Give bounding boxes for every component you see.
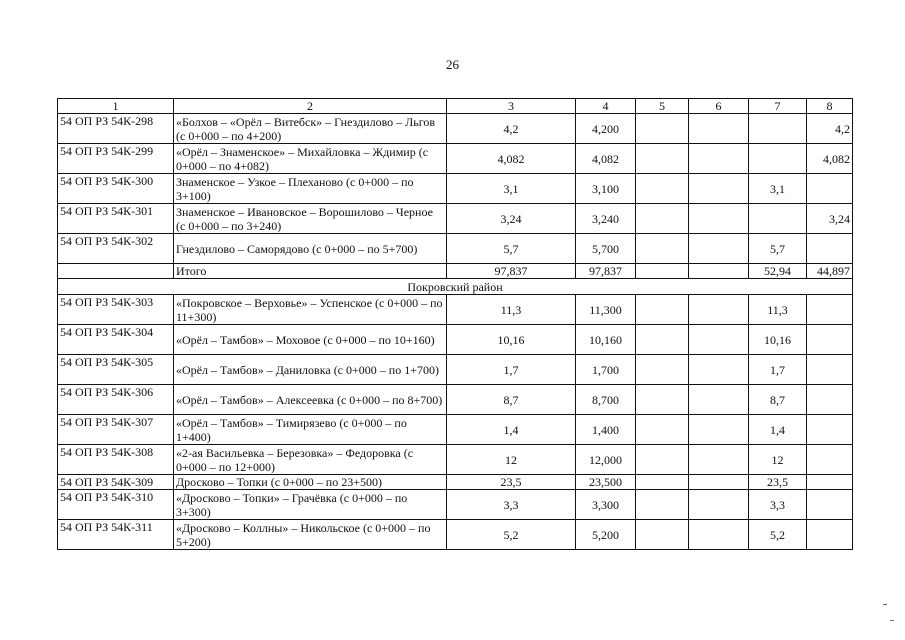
total-col4: 97,837 xyxy=(576,264,636,279)
column-header: 8 xyxy=(807,99,853,114)
value-col3: 3,3 xyxy=(447,490,576,520)
total-col6 xyxy=(689,264,749,279)
road-code: 54 ОП РЗ 54К-310 xyxy=(58,490,174,520)
value-col4: 1,400 xyxy=(576,415,636,445)
table-row xyxy=(58,174,853,204)
value-col8 xyxy=(807,520,853,550)
value-col6 xyxy=(689,114,749,144)
table-row xyxy=(58,325,853,355)
page-number: 26 xyxy=(446,57,459,72)
roads-table xyxy=(57,98,853,550)
table-row xyxy=(58,295,853,325)
road-code: 54 ОП РЗ 54К-307 xyxy=(58,415,174,445)
scan-mark xyxy=(883,604,887,605)
total-col8: 44,897 xyxy=(807,264,853,279)
table-row xyxy=(58,114,853,144)
value-col6 xyxy=(689,520,749,550)
road-name: Дросково – Топки (с 0+000 – по 23+500) xyxy=(174,475,447,490)
value-col3: 3,24 xyxy=(447,204,576,234)
table-row xyxy=(58,490,853,520)
value-col5 xyxy=(636,234,689,264)
value-col3: 11,3 xyxy=(447,295,576,325)
value-col4: 3,100 xyxy=(576,174,636,204)
road-name: Знаменское – Узкое – Плеханово (с 0+000 – по 3+100) xyxy=(174,174,447,204)
value-col7: 8,7 xyxy=(749,385,807,415)
road-code: 54 ОП РЗ 54К-300 xyxy=(58,174,174,204)
value-col8 xyxy=(807,415,853,445)
value-col7: 1,4 xyxy=(749,415,807,445)
value-col3: 5,7 xyxy=(447,234,576,264)
value-col4: 4,082 xyxy=(576,144,636,174)
road-name: «2-ая Васильевка – Березовка» – Федоровка (с 0+000 – по 12+000) xyxy=(174,445,447,475)
section-title: Покровский район xyxy=(58,279,853,295)
value-col3: 3,1 xyxy=(447,174,576,204)
value-col8 xyxy=(807,445,853,475)
value-col6 xyxy=(689,490,749,520)
road-name: «Орёл – Тамбов» – Моховое (с 0+000 – по 10+160) xyxy=(174,325,447,355)
road-name: «Болхов – «Орёл – Витебск» – Гнездилово – Льгов (с 0+000 – по 4+200) xyxy=(174,114,447,144)
value-col5 xyxy=(636,475,689,490)
value-col7: 3,1 xyxy=(749,174,807,204)
road-name: Гнездилово – Саморядово (с 0+000 – по 5+700) xyxy=(174,234,447,264)
value-col5 xyxy=(636,490,689,520)
total-empty-cell xyxy=(58,264,174,279)
road-code: 54 ОП РЗ 54К-305 xyxy=(58,355,174,385)
scan-mark xyxy=(890,620,894,621)
value-col3: 5,2 xyxy=(447,520,576,550)
road-code: 54 ОП РЗ 54К-311 xyxy=(58,520,174,550)
value-col6 xyxy=(689,415,749,445)
value-col5 xyxy=(636,204,689,234)
value-col5 xyxy=(636,445,689,475)
value-col4: 23,500 xyxy=(576,475,636,490)
column-header: 1 xyxy=(58,99,174,114)
value-col4: 8,700 xyxy=(576,385,636,415)
value-col7: 1,7 xyxy=(749,355,807,385)
road-name: «Дросково – Топки» – Грачёвка (с 0+000 – по 3+300) xyxy=(174,490,447,520)
table-row xyxy=(58,475,853,490)
value-col5 xyxy=(636,520,689,550)
value-col4: 5,700 xyxy=(576,234,636,264)
road-name: «Дросково – Коллны» – Никольское (с 0+000 – по 5+200) xyxy=(174,520,447,550)
value-col7: 3,3 xyxy=(749,490,807,520)
table-row xyxy=(58,144,853,174)
column-header: 2 xyxy=(174,99,447,114)
value-col8 xyxy=(807,234,853,264)
table-row xyxy=(58,234,853,264)
table-row xyxy=(58,204,853,234)
value-col5 xyxy=(636,295,689,325)
value-col6 xyxy=(689,144,749,174)
value-col8 xyxy=(807,325,853,355)
value-col3: 1,4 xyxy=(447,415,576,445)
total-col5 xyxy=(636,264,689,279)
value-col7: 11,3 xyxy=(749,295,807,325)
column-header: 4 xyxy=(576,99,636,114)
section-row xyxy=(58,279,853,295)
column-header: 3 xyxy=(447,99,576,114)
total-label: Итого xyxy=(174,264,447,279)
value-col8 xyxy=(807,475,853,490)
value-col7 xyxy=(749,144,807,174)
value-col8: 3,24 xyxy=(807,204,853,234)
value-col5 xyxy=(636,355,689,385)
road-code: 54 ОП РЗ 54К-304 xyxy=(58,325,174,355)
value-col8: 4,082 xyxy=(807,144,853,174)
value-col8 xyxy=(807,355,853,385)
total-col7: 52,94 xyxy=(749,264,807,279)
value-col3: 8,7 xyxy=(447,385,576,415)
value-col8: 4,2 xyxy=(807,114,853,144)
value-col3: 23,5 xyxy=(447,475,576,490)
road-code: 54 ОП РЗ 54К-299 xyxy=(58,144,174,174)
table-body xyxy=(58,114,853,550)
value-col3: 12 xyxy=(447,445,576,475)
value-col4: 1,700 xyxy=(576,355,636,385)
value-col6 xyxy=(689,445,749,475)
column-header: 5 xyxy=(636,99,689,114)
road-name: «Орёл – Тамбов» – Алексеевка (с 0+000 – по 8+700) xyxy=(174,385,447,415)
header-row xyxy=(58,99,853,114)
value-col8 xyxy=(807,385,853,415)
road-code: 54 ОП РЗ 54К-301 xyxy=(58,204,174,234)
table-row xyxy=(58,445,853,475)
value-col7: 12 xyxy=(749,445,807,475)
value-col6 xyxy=(689,174,749,204)
value-col6 xyxy=(689,385,749,415)
value-col8 xyxy=(807,490,853,520)
value-col6 xyxy=(689,475,749,490)
value-col4: 12,000 xyxy=(576,445,636,475)
value-col4: 10,160 xyxy=(576,325,636,355)
road-code: 54 ОП РЗ 54К-308 xyxy=(58,445,174,475)
road-code: 54 ОП РЗ 54К-306 xyxy=(58,385,174,415)
road-code: 54 ОП РЗ 54К-309 xyxy=(58,475,174,490)
value-col6 xyxy=(689,325,749,355)
total-col3: 97,837 xyxy=(447,264,576,279)
road-code: 54 ОП РЗ 54К-303 xyxy=(58,295,174,325)
table-row xyxy=(58,385,853,415)
road-code: 54 ОП РЗ 54К-298 xyxy=(58,114,174,144)
value-col7: 5,2 xyxy=(749,520,807,550)
value-col7 xyxy=(749,114,807,144)
value-col6 xyxy=(689,204,749,234)
value-col3: 1,7 xyxy=(447,355,576,385)
value-col7: 23,5 xyxy=(749,475,807,490)
value-col8 xyxy=(807,174,853,204)
road-code: 54 ОП РЗ 54К-302 xyxy=(58,234,174,264)
value-col5 xyxy=(636,114,689,144)
table-row xyxy=(58,355,853,385)
value-col7: 10,16 xyxy=(749,325,807,355)
value-col4: 3,300 xyxy=(576,490,636,520)
value-col6 xyxy=(689,234,749,264)
value-col7: 5,7 xyxy=(749,234,807,264)
road-name: «Орёл – Тамбов» – Тимирязево (с 0+000 – по 1+400) xyxy=(174,415,447,445)
column-header: 7 xyxy=(749,99,807,114)
value-col4: 11,300 xyxy=(576,295,636,325)
value-col6 xyxy=(689,295,749,325)
value-col4: 4,200 xyxy=(576,114,636,144)
value-col6 xyxy=(689,355,749,385)
value-col8 xyxy=(807,295,853,325)
road-name: «Орёл – Знаменское» – Михайловка – Ждимир (с 0+000 – по 4+082) xyxy=(174,144,447,174)
value-col3: 4,082 xyxy=(447,144,576,174)
value-col5 xyxy=(636,144,689,174)
value-col5 xyxy=(636,325,689,355)
table-row xyxy=(58,520,853,550)
road-name: Знаменское – Ивановское – Ворошилово – Черное (с 0+000 – по 3+240) xyxy=(174,204,447,234)
value-col7 xyxy=(749,204,807,234)
value-col3: 4,2 xyxy=(447,114,576,144)
total-row xyxy=(58,264,853,279)
column-header: 6 xyxy=(689,99,749,114)
road-name: «Орёл – Тамбов» – Даниловка (с 0+000 – по 1+700) xyxy=(174,355,447,385)
value-col4: 5,200 xyxy=(576,520,636,550)
value-col4: 3,240 xyxy=(576,204,636,234)
value-col3: 10,16 xyxy=(447,325,576,355)
value-col5 xyxy=(636,174,689,204)
value-col5 xyxy=(636,415,689,445)
table-row xyxy=(58,415,853,445)
value-col5 xyxy=(636,385,689,415)
road-name: «Покровское – Верховье» – Успенское (с 0+000 – по 11+300) xyxy=(174,295,447,325)
